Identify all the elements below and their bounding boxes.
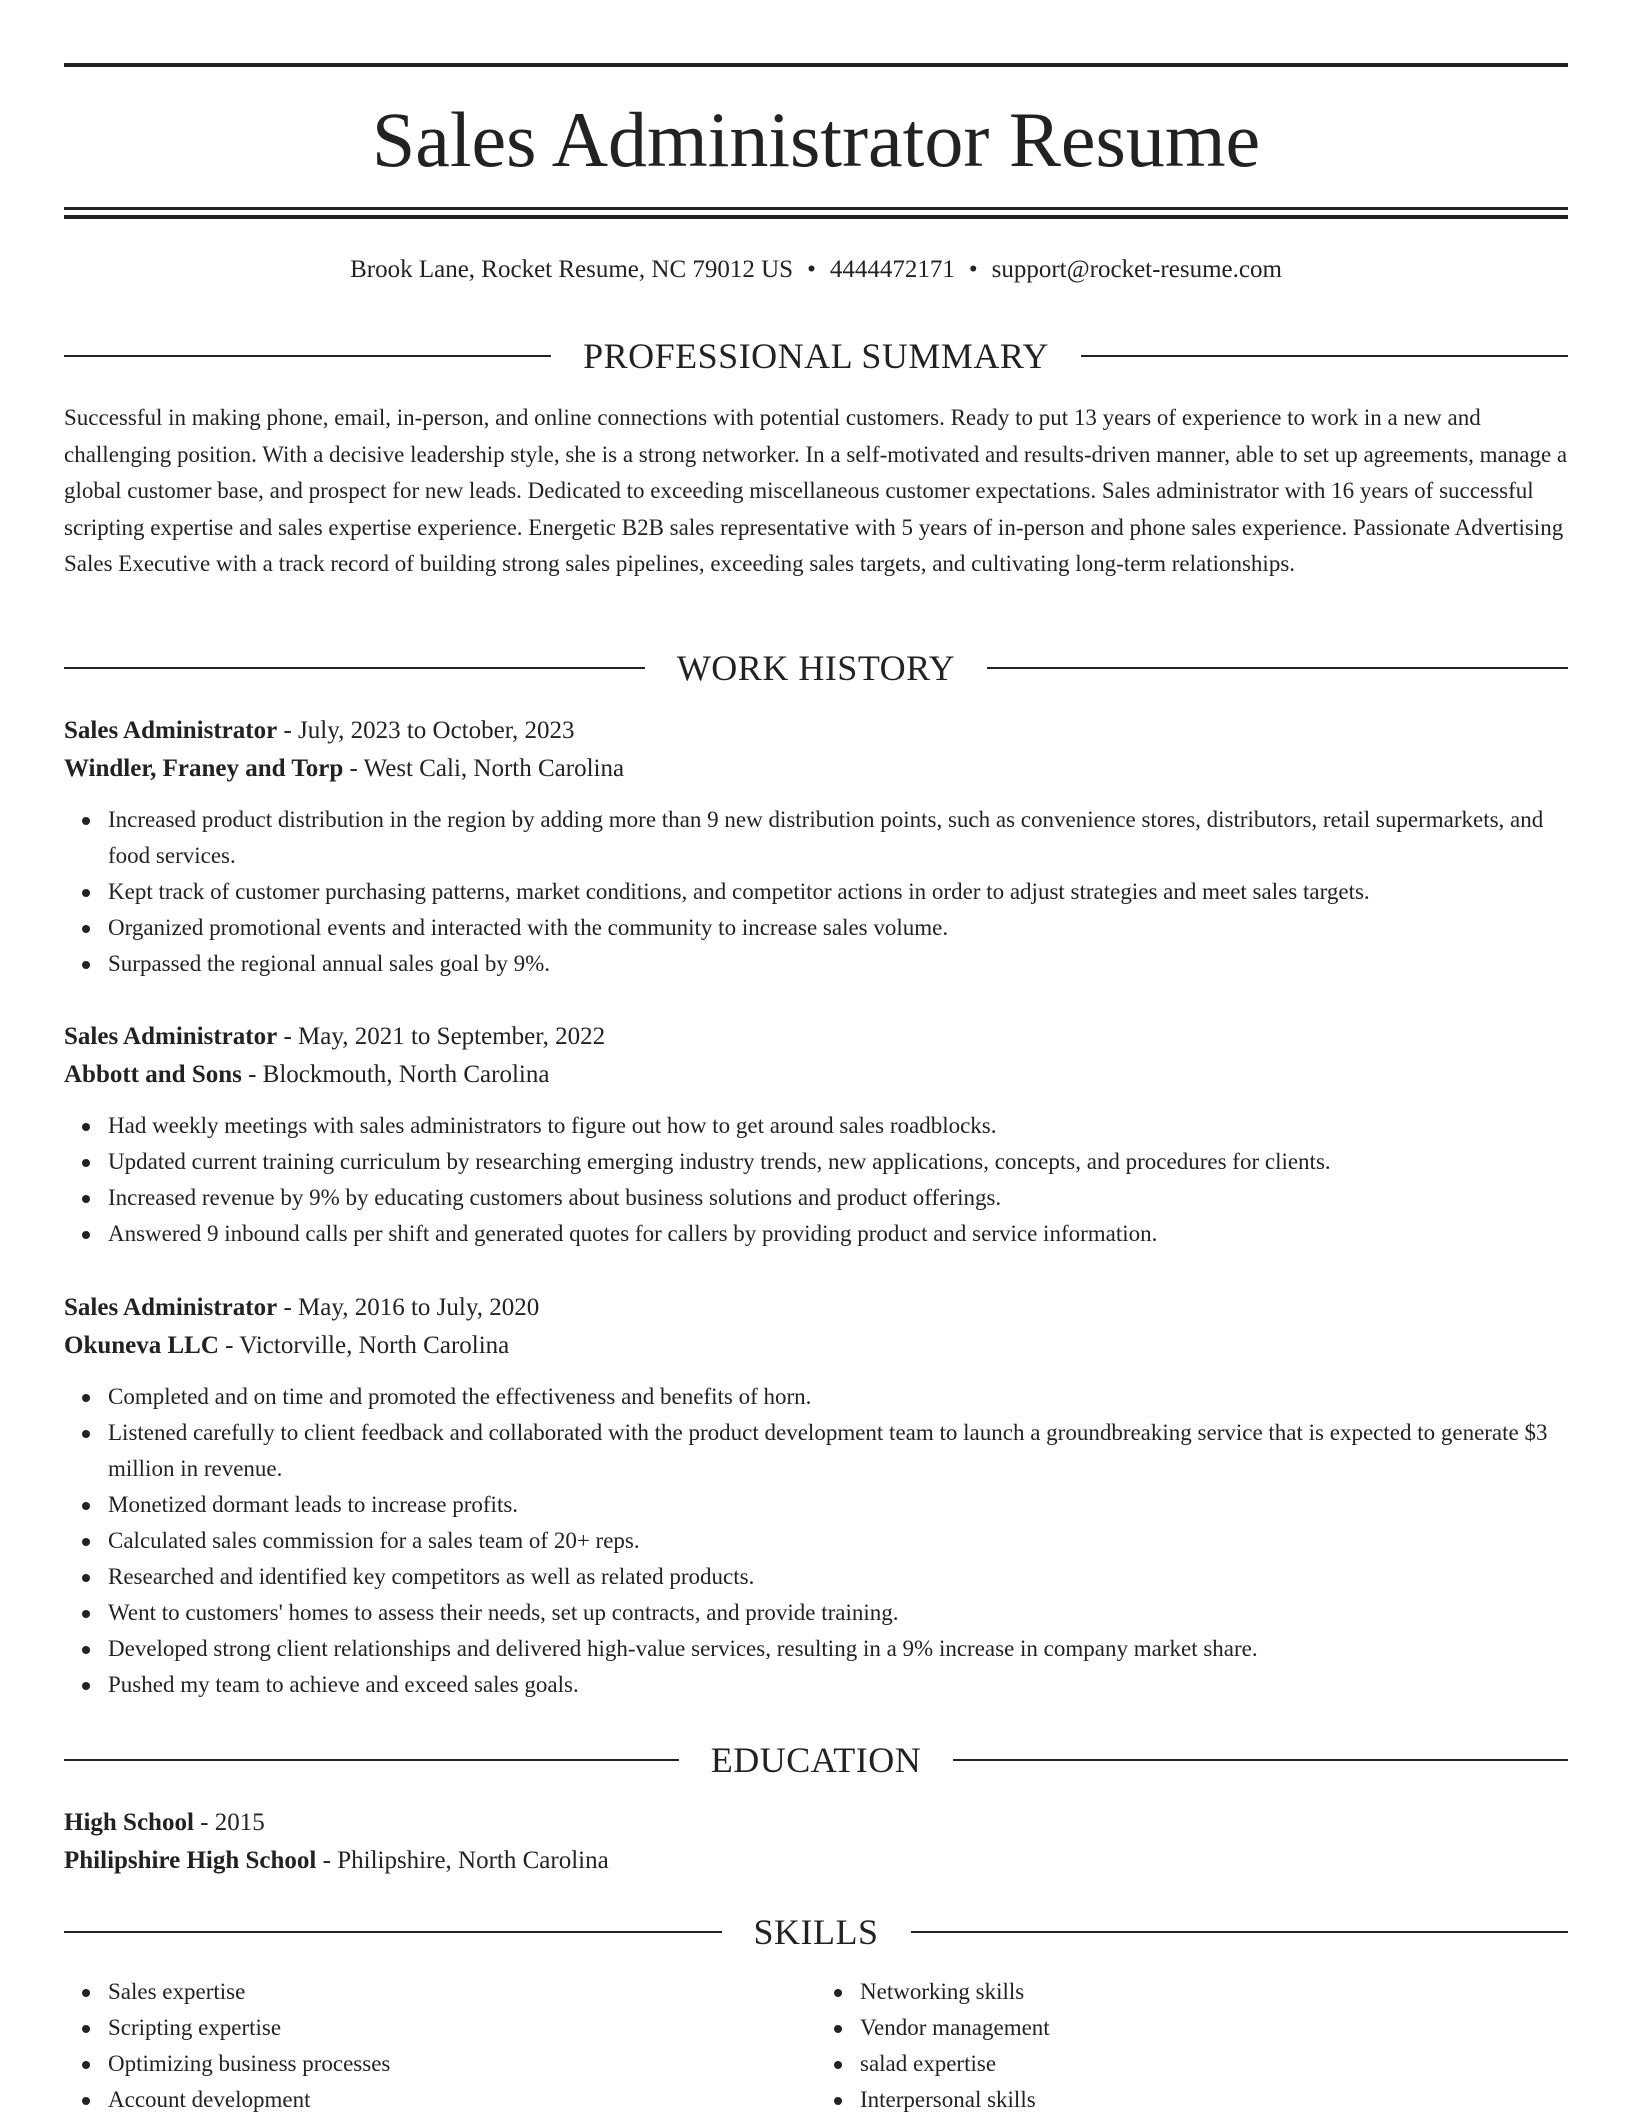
contact-line bbox=[64, 253, 1568, 287]
heading-rule bbox=[953, 1759, 1568, 1761]
skills-left-column bbox=[64, 1974, 816, 2118]
education-year: - 2015 bbox=[193, 1809, 265, 1836]
list-item: Organized promotional events and interacted with the community to increase sales volume. bbox=[108, 910, 1568, 946]
list-item: Answered 9 inbound calls per shift and generated quotes for callers by providing product and service information. bbox=[108, 1216, 1568, 1252]
list-item: Researched and identified key competitors as well as related products. bbox=[108, 1559, 1568, 1595]
job-company-line bbox=[64, 1327, 1568, 1365]
heading-rule bbox=[64, 355, 551, 357]
heading-rule bbox=[64, 667, 645, 669]
list-item: Account development bbox=[108, 2082, 816, 2118]
contact-address: Brook Lane, Rocket Resume, NC 79012 US bbox=[350, 256, 794, 283]
job-dates: - May, 2016 to July, 2020 bbox=[277, 1294, 540, 1321]
job-entry bbox=[64, 1018, 1568, 1252]
section-heading-skills bbox=[64, 1910, 1568, 1954]
list-item: Increased revenue by 9% by educating customers about business solutions and product offerings. bbox=[108, 1180, 1568, 1216]
list-item: Listened carefully to client feedback and collaborated with the product development team to launch a groundbreaking service that is expected to generate $3 million in revenue. bbox=[108, 1415, 1568, 1487]
list-item: Developed strong client relationships and delivered high-value services, resulting in a 9% increase in company market share. bbox=[108, 1631, 1568, 1667]
education-degree: High School bbox=[64, 1809, 194, 1836]
summary-text: Successful in making phone, email, in-person, and online connections with potential customers. Ready to put 13 years of experience to work in a new and challenging position. With a decisive leadership style, she is a strong networker. In a self-motivated and results-driven manner, able to set up agreements, manage a global customer base, and prospect for new leads. Dedicated to exceeding miscellaneous customer expectations. Sales administrator with 16 years of successful scripting expertise and sales expertise experience. Energetic B2B sales representative with 5 years of in-person and phone sales experience. Passionate Advertising Sales Executive with a track record of building strong sales pipelines, exceeding sales targets, and cultivating long-term relationships. bbox=[64, 405, 1568, 576]
job-title-line bbox=[64, 1018, 1568, 1056]
contact-separator: • bbox=[968, 256, 978, 283]
list-item: Kept track of customer purchasing patterns, market conditions, and competitor actions in order to adjust strategies and meet sales targets. bbox=[108, 874, 1568, 910]
section-heading-label: WORK HISTORY bbox=[676, 648, 956, 688]
list-item: salad expertise bbox=[860, 2046, 1568, 2082]
top-rule bbox=[64, 63, 1568, 67]
job-location: - Victorville, North Carolina bbox=[218, 1332, 510, 1359]
section-heading-education bbox=[64, 1738, 1568, 1782]
section-heading-work-history bbox=[64, 646, 1568, 690]
list-item: Updated current training curriculum by researching emerging industry trends, new applications, concepts, and procedures for clients. bbox=[108, 1144, 1568, 1180]
education-degree-line bbox=[64, 1804, 1568, 1842]
job-company-line bbox=[64, 1056, 1568, 1094]
title-rule-upper bbox=[64, 207, 1568, 210]
list-item: Monetized dormant leads to increase profits. bbox=[108, 1487, 1568, 1523]
contact-separator: • bbox=[807, 256, 816, 283]
job-bullets bbox=[64, 802, 1568, 982]
job-bullets bbox=[64, 1108, 1568, 1252]
job-title: Sales Administrator bbox=[64, 1294, 278, 1321]
list-item: Had weekly meetings with sales administrators to figure out how to get around sales roadblocks. bbox=[108, 1108, 1568, 1144]
job-company: Abbott and Sons bbox=[64, 1061, 242, 1088]
job-title-line bbox=[64, 712, 1568, 750]
list-item: Networking skills bbox=[860, 1974, 1568, 2010]
section-heading-label: SKILLS bbox=[753, 1912, 879, 1952]
job-entry bbox=[64, 712, 1568, 982]
job-title: Sales Administrator bbox=[64, 717, 278, 744]
job-company-line bbox=[64, 750, 1568, 788]
list-item: Completed and on time and promoted the effectiveness and benefits of horn. bbox=[108, 1379, 1568, 1415]
heading-rule bbox=[911, 1931, 1569, 1933]
section-heading-summary bbox=[64, 334, 1568, 378]
list-item: Sales expertise bbox=[108, 1974, 816, 2010]
contact-phone: 4444472171 bbox=[829, 256, 955, 283]
resume-title: Sales Administrator Resume bbox=[371, 96, 1261, 183]
heading-rule bbox=[987, 667, 1568, 669]
heading-rule bbox=[64, 1759, 679, 1761]
heading-rule bbox=[64, 1931, 722, 1933]
list-item: Increased product distribution in the region by adding more than 9 new distribution points, such as convenience stores, distributors, retail supermarkets, and food services. bbox=[108, 802, 1568, 874]
list-item: Scripting expertise bbox=[108, 2010, 816, 2046]
education-entry bbox=[64, 1804, 1568, 1880]
job-title-line bbox=[64, 1289, 1568, 1327]
job-location: - Blockmouth, North Carolina bbox=[241, 1061, 550, 1088]
education-location: - Philipshire, North Carolina bbox=[316, 1847, 609, 1874]
job-dates: - May, 2021 to September, 2022 bbox=[277, 1023, 606, 1050]
section-heading-label: PROFESSIONAL SUMMARY bbox=[583, 336, 1049, 376]
skills-right-column bbox=[816, 1974, 1568, 2118]
job-company: Windler, Franey and Torp bbox=[64, 755, 344, 782]
job-bullets bbox=[64, 1379, 1568, 1703]
job-dates: - July, 2023 to October, 2023 bbox=[277, 717, 575, 744]
job-title: Sales Administrator bbox=[64, 1023, 278, 1050]
education-school-line bbox=[64, 1842, 1568, 1880]
list-item: Went to customers' homes to assess their needs, set up contracts, and provide training. bbox=[108, 1595, 1568, 1631]
title-rule-lower bbox=[64, 215, 1568, 219]
job-entry bbox=[64, 1289, 1568, 1703]
section-heading-label: EDUCATION bbox=[710, 1740, 922, 1780]
list-item: Interpersonal skills bbox=[860, 2082, 1568, 2118]
list-item: Optimizing business processes bbox=[108, 2046, 816, 2082]
job-location: - West Cali, North Carolina bbox=[343, 755, 625, 782]
heading-rule bbox=[1081, 355, 1568, 357]
list-item: Pushed my team to achieve and exceed sales goals. bbox=[108, 1667, 1568, 1703]
contact-email: support@rocket-resume.com bbox=[991, 256, 1282, 283]
skills-columns bbox=[64, 1974, 1568, 2118]
list-item: Surpassed the regional annual sales goal by 9%. bbox=[108, 946, 1568, 982]
job-company: Okuneva LLC bbox=[64, 1332, 219, 1359]
list-item: Calculated sales commission for a sales team of 20+ reps. bbox=[108, 1523, 1568, 1559]
list-item: Vendor management bbox=[860, 2010, 1568, 2046]
education-school: Philipshire High School bbox=[64, 1847, 317, 1874]
